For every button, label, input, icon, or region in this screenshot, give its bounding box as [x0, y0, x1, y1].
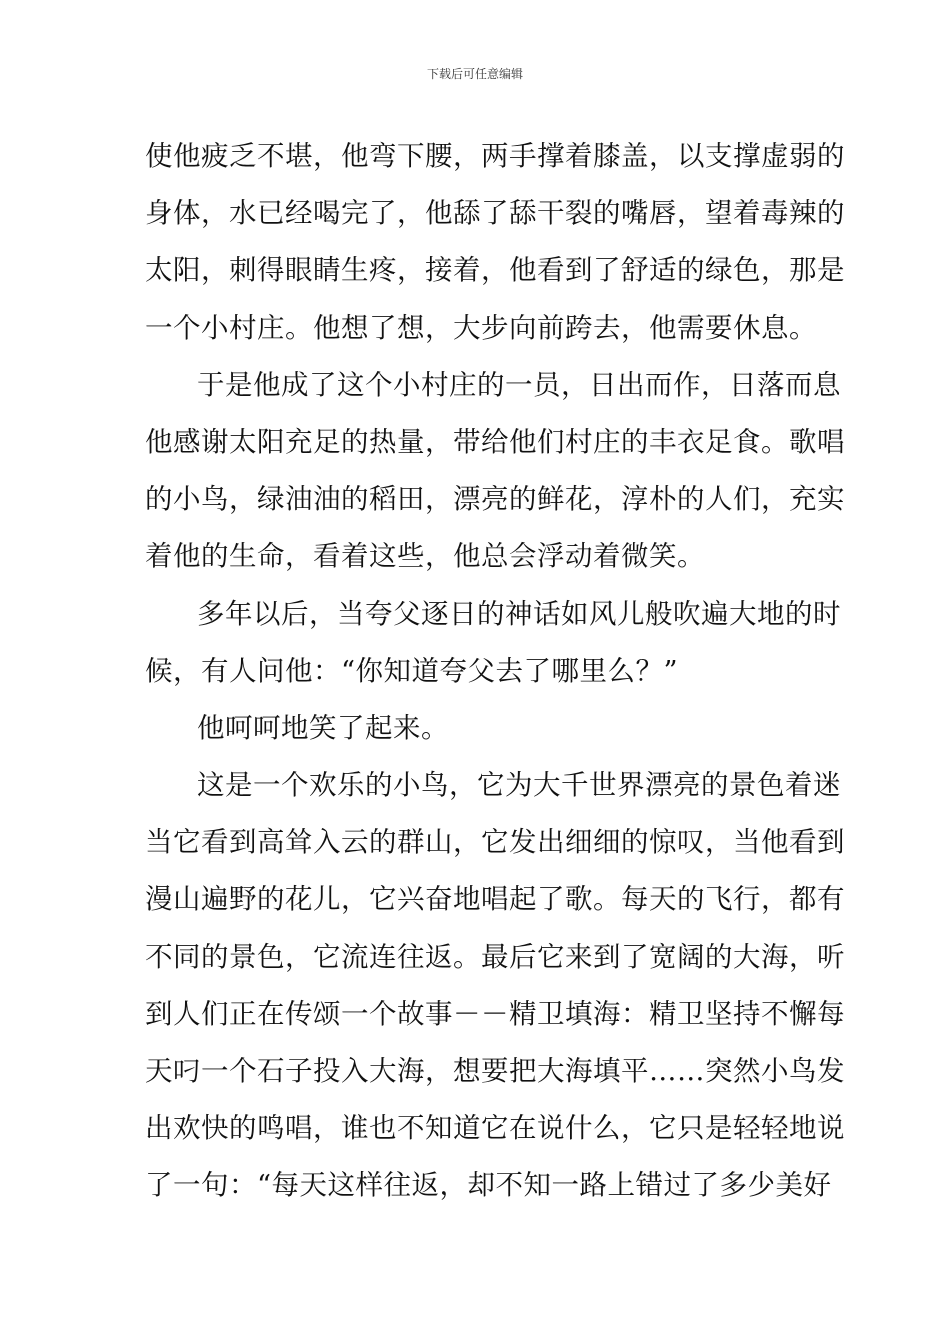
- text-line: 漫山遍野的花儿，它兴奋地唱起了歌。每天的飞行，都有: [145, 883, 845, 916]
- text-line: 当它看到高耸入云的群山，它发出细细的惊叹，当他看到: [145, 826, 845, 859]
- text-line: 的小鸟，绿油油的稻田，漂亮的鲜花，淳朴的人们，充实: [145, 483, 845, 516]
- text-line: 他呵呵地笑了起来。: [197, 711, 449, 744]
- text-line: 不同的景色，它流连往返。最后它来到了宽阔的大海，听: [145, 940, 845, 973]
- text-line: 候，有人问他：“你知道夸父去了哪里么？”: [145, 654, 679, 687]
- text-line: 身体，水已经喝完了，他舔了舔干裂的嘴唇，望着毒辣的: [145, 197, 845, 230]
- text-line: 他感谢太阳充足的热量，带给他们村庄的丰衣足食。歌唱: [145, 425, 845, 458]
- text-line: 使他疲乏不堪，他弯下腰，两手撑着膝盖，以支撑虚弱的: [145, 140, 845, 172]
- text-line: 这是一个欢乐的小鸟，它为大千世界漂亮的景色着迷: [197, 769, 841, 802]
- text-line: 到人们正在传颂一个故事－－精卫填海：精卫坚持不懈每: [145, 997, 845, 1030]
- text-line: 了一句：“每天这样往返，却不知一路上错过了多少美好: [145, 1169, 832, 1202]
- page-header-note: 下载后可任意编辑: [426, 67, 523, 81]
- text-line: 多年以后，当夸父逐日的神话如风儿般吹遍大地的时: [197, 597, 841, 630]
- document-body: [145, 128, 845, 1215]
- text-line: 太阳，刺得眼睛生疼，接着，他看到了舒适的绿色，那是: [145, 254, 845, 287]
- text-line: 天叼一个石子投入大海，想要把大海填平……突然小鸟发: [145, 1055, 845, 1087]
- text-line: 着他的生命，看着这些，他总会浮动着微笑。: [145, 540, 705, 573]
- text-line: 一个小村庄。他想了想，大步向前跨去，他需要休息。: [145, 311, 817, 344]
- text-line: 出欢快的鸣唱，谁也不知道它在说什么，它只是轻轻地说: [145, 1112, 845, 1145]
- text-line: 于是他成了这个小村庄的一员，日出而作，日落而息: [197, 368, 841, 401]
